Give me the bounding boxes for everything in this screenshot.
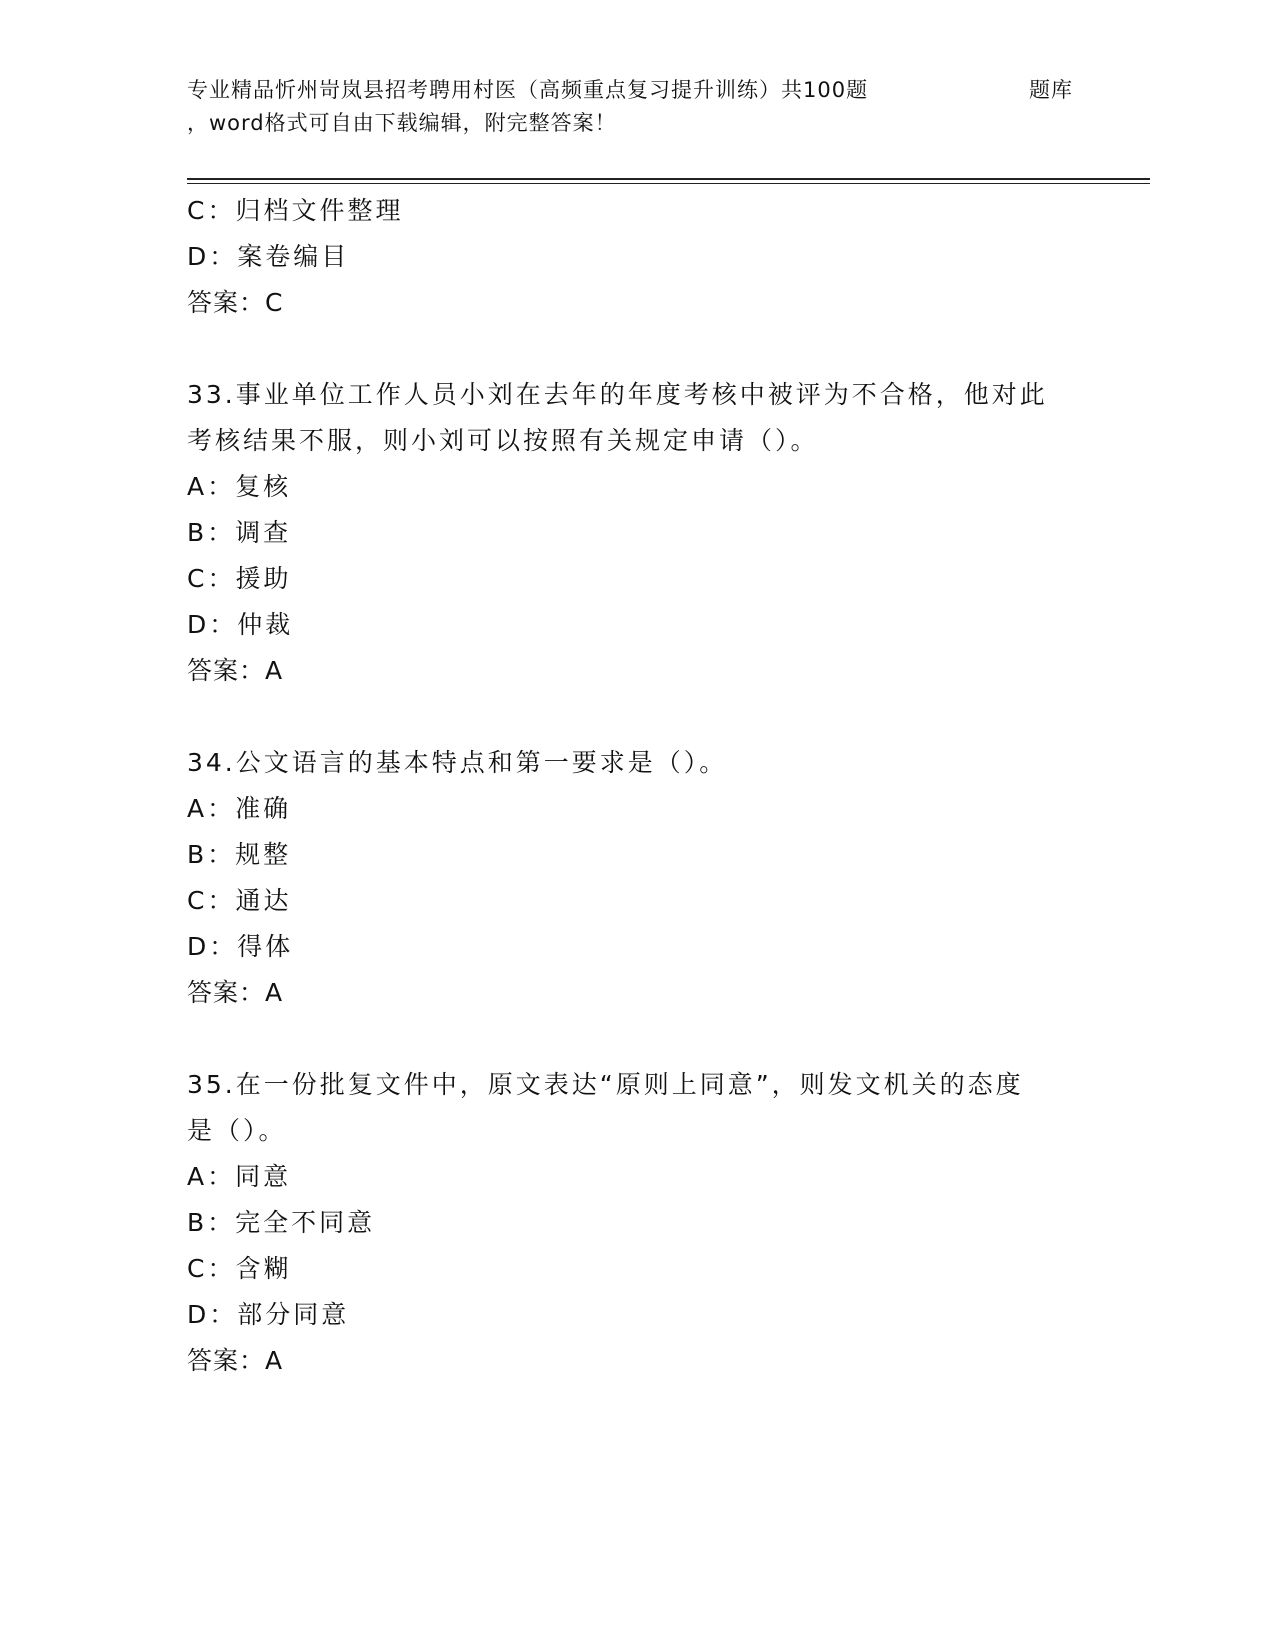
option-text: 案卷编目 — [237, 242, 350, 271]
spacer — [187, 1016, 1087, 1062]
question-34 — [187, 740, 1087, 1016]
option-b — [187, 1200, 1087, 1246]
option-key: D： — [187, 932, 238, 961]
question-33 — [187, 372, 1087, 694]
option-text: 含糊 — [235, 1254, 292, 1283]
option-text: 得体 — [237, 932, 294, 961]
option-key: A： — [187, 1162, 236, 1191]
option-c — [187, 878, 1087, 924]
answer: 答案：A — [187, 978, 284, 1007]
option-key: D： — [187, 1300, 238, 1329]
option-key: D： — [187, 242, 238, 271]
option-c — [187, 556, 1087, 602]
option-d — [187, 924, 1087, 970]
option-d — [187, 602, 1087, 648]
option-text: 通达 — [235, 886, 292, 915]
option-text: 准确 — [235, 794, 292, 823]
answer: 答案：A — [187, 656, 284, 685]
question-stem: 35.在一份批复文件中，原文表达“原则上同意”，则发文机关的态度 — [187, 1070, 1024, 1099]
option-b — [187, 510, 1087, 556]
previous-question-tail — [187, 188, 1087, 326]
option-key: B： — [187, 840, 236, 869]
option-a — [187, 464, 1087, 510]
question-stem-continued: 是（）。 — [187, 1116, 287, 1145]
option-key: A： — [187, 472, 236, 501]
header-title-line — [187, 74, 1147, 107]
answer: 答案：A — [187, 1346, 284, 1375]
option-key: C： — [187, 564, 236, 593]
option-text: 复核 — [235, 472, 292, 501]
question-stem-continued: 考核结果不服，则小刘可以按照有关规定申请（）。 — [187, 426, 819, 455]
option-key: C： — [187, 1254, 236, 1283]
spacer — [187, 694, 1087, 740]
option-d — [187, 1292, 1087, 1338]
header-tag: 题库 — [1029, 78, 1073, 102]
page-header — [187, 74, 1147, 140]
option-a — [187, 786, 1087, 832]
header-subtitle: ，word格式可自由下载编辑，附完整答案！ — [187, 111, 617, 135]
option-text: 调查 — [235, 518, 292, 547]
option-text: 完全不同意 — [235, 1208, 376, 1237]
option-key: D： — [187, 610, 238, 639]
option-text: 规整 — [235, 840, 292, 869]
question-stem: 34.公文语言的基本特点和第一要求是（）。 — [187, 748, 728, 777]
header-divider-thin — [187, 183, 1150, 184]
spacer — [187, 326, 1087, 372]
header-title: 专业精品忻州岢岚县招考聘用村医（高频重点复习提升训练）共100题 — [187, 78, 869, 102]
option-key: C： — [187, 196, 236, 225]
option-text: 部分同意 — [237, 1300, 350, 1329]
option-c — [187, 188, 1087, 234]
option-text: 仲裁 — [237, 610, 294, 639]
option-key: C： — [187, 886, 236, 915]
question-stem: 33.事业单位工作人员小刘在去年的年度考核中被评为不合格，他对此 — [187, 380, 1048, 409]
option-key: B： — [187, 1208, 236, 1237]
question-35 — [187, 1062, 1087, 1384]
option-text: 同意 — [235, 1162, 292, 1191]
option-d — [187, 234, 1087, 280]
option-b — [187, 832, 1087, 878]
document-body — [187, 188, 1087, 1384]
option-key: A： — [187, 794, 236, 823]
answer: 答案：C — [187, 288, 284, 317]
option-text: 归档文件整理 — [235, 196, 404, 225]
header-divider-thick — [187, 178, 1150, 180]
option-c — [187, 1246, 1087, 1292]
option-text: 援助 — [235, 564, 292, 593]
option-a — [187, 1154, 1087, 1200]
option-key: B： — [187, 518, 236, 547]
